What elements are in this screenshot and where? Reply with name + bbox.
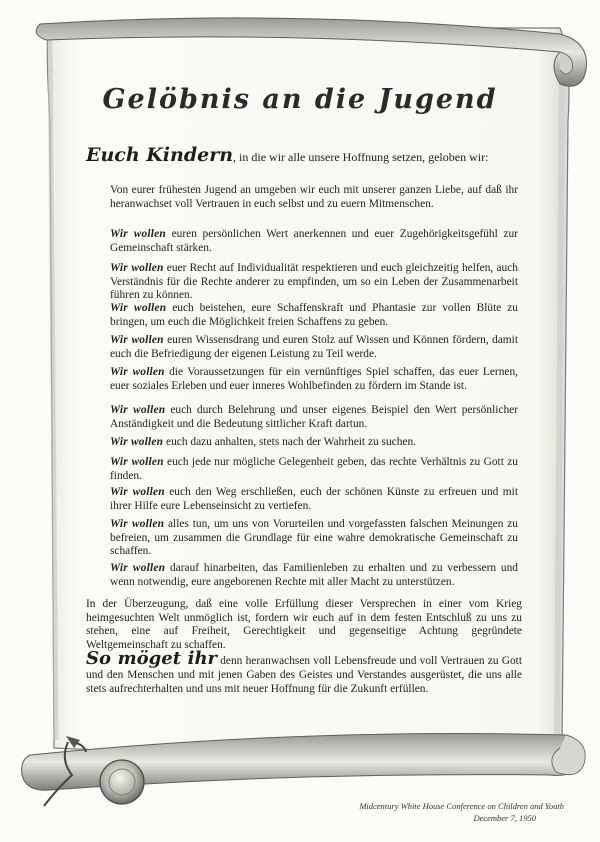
pledge-stanza	[110, 456, 518, 483]
pledge-stanza	[110, 404, 518, 431]
pledge-stanza	[110, 366, 518, 393]
stanza-text: darauf hinarbeiten, das Familienleben zu erhalten und zu verbessern und wenn notwendig, eure angeborenen Rechte mit aller Macht zu unterstützen.	[110, 562, 518, 588]
pledge-stanza	[110, 518, 518, 559]
pledge-stanza	[110, 436, 518, 450]
stanza-lead: Wir wollen	[110, 456, 164, 468]
pledge-stanza	[110, 562, 518, 589]
closing-paragraph: In der Überzeugung, daß eine volle Erfüllung dieser Versprechen in einer vom Krieg heimgesuchten Welt unmöglich ist, fordern wir euch auf in dem festen Entschluß zu uns zu stehen, eine auf Freiheit, Gerechtigkeit und gegenseitige Achtung gegründete Weltgemeinschaft zu schaffen.	[86, 598, 522, 651]
stanza-lead: Wir wollen	[110, 486, 165, 498]
stanza-text: alles tun, um uns von Vorurteilen und vorgefassten falschen Meinungen zu befreien, um zusammen die Grundlage für eine wahre demokratische Gemeinschaft zu schaffen.	[110, 518, 518, 558]
final-lead: So möget ihr	[86, 648, 218, 669]
pledge-stanza	[110, 184, 518, 211]
stanza-text: die Voraussetzungen für ein vernünftiges Spiel schaffen, das euer Lernen, euer soziales Erleben und euer inneres Wohlbefinden zu fördern im Stande ist.	[110, 366, 518, 392]
conference-credit	[304, 800, 564, 824]
pledge-stanza	[110, 262, 518, 303]
pledge-stanza	[110, 334, 518, 361]
stanza-lead: Wir wollen	[110, 366, 165, 378]
wax-seal	[100, 760, 144, 804]
final-text: denn heranwachsen voll Lebensfreude und voll Vertrauen zu Gott und den Menschen und mit jenen Gaben des Geistes und Verstandes ausgerüstet, die uns alle stets aufrechterhalten und uns mit neuer Hoffnung für die Zukunft erfüllen.	[86, 655, 522, 695]
stanza-lead: Wir wollen	[110, 228, 166, 240]
stanza-lead: Wir wollen	[110, 302, 167, 314]
final-paragraph	[86, 648, 522, 696]
stanza-text: euch dazu anhalten, stets nach der Wahrheit zu suchen.	[163, 436, 417, 448]
stanza-lead: Wir wollen	[110, 436, 164, 448]
credit-date: December 7, 1950	[473, 813, 536, 823]
intro-text: , in die wir alle unsere Hoffnung setzen, geloben wir:	[233, 150, 489, 164]
pledge-stanza	[110, 228, 518, 255]
stanza-text: euch den Weg erschließen, euch der schönen Künste zu erfreuen und mit ihrer Hilfe eure Lebenseinsicht zu vertiefen.	[110, 486, 518, 512]
document-title: Gelöbnis an die Jugend	[102, 84, 498, 115]
stanza-lead: Wir wollen	[110, 518, 165, 530]
stanza-text: euer Recht auf Individualität respektieren und euch gleichzeitig helfen, auch Verständnis für die Rechte anderer zu empfinden, um so ein Leben der Zusammenarbeit führen zu können.	[110, 262, 519, 302]
intro-line	[86, 144, 556, 166]
stanza-text: Von eurer frühesten Jugend an umgeben wir euch mit unserer ganzen Liebe, auf daß ihr heranwachset voll Vertrauen in euch selbst und zu euern Mitmenschen.	[110, 184, 518, 210]
stanza-lead: Wir wollen	[110, 334, 164, 346]
stanza-text: euren Wissensdrang und euren Stolz auf Wissen und Können fördern, damit euch die Befriedigung der eigenen Leistung zu Teil werde.	[110, 334, 519, 360]
pledge-stanza	[110, 486, 518, 513]
stanza-text: euch beistehen, eure Schaffenskraft und Phantasie zur vollen Blüte zu bringen, um euch die Möglichkeit freien Schaffens zu geben.	[110, 302, 518, 328]
stanza-text: euren persönlichen Wert anerkennen und euer Zugehörigkeitsgefühl zur Gemeinschaft stärken.	[110, 228, 518, 254]
stanza-lead: Wir wollen	[110, 562, 166, 574]
stanza-lead: Wir wollen	[110, 262, 164, 274]
stanza-text: euch jede nur mögliche Gelegenheit geben, das rechte Verhältnis zu Gott zu finden.	[110, 456, 518, 482]
stanza-text: euch durch Belehrung und unser eigenes Beispiel den Wert persönlicher Anständigkeit und die Bedeutung sittlicher Kraft dartun.	[110, 404, 519, 430]
stanza-lead: Wir wollen	[110, 404, 166, 416]
intro-lead: Euch Kindern	[86, 144, 234, 166]
credit-org: Midcentury White House Conference on Children and Youth	[359, 801, 564, 811]
pledge-stanza	[110, 302, 518, 329]
